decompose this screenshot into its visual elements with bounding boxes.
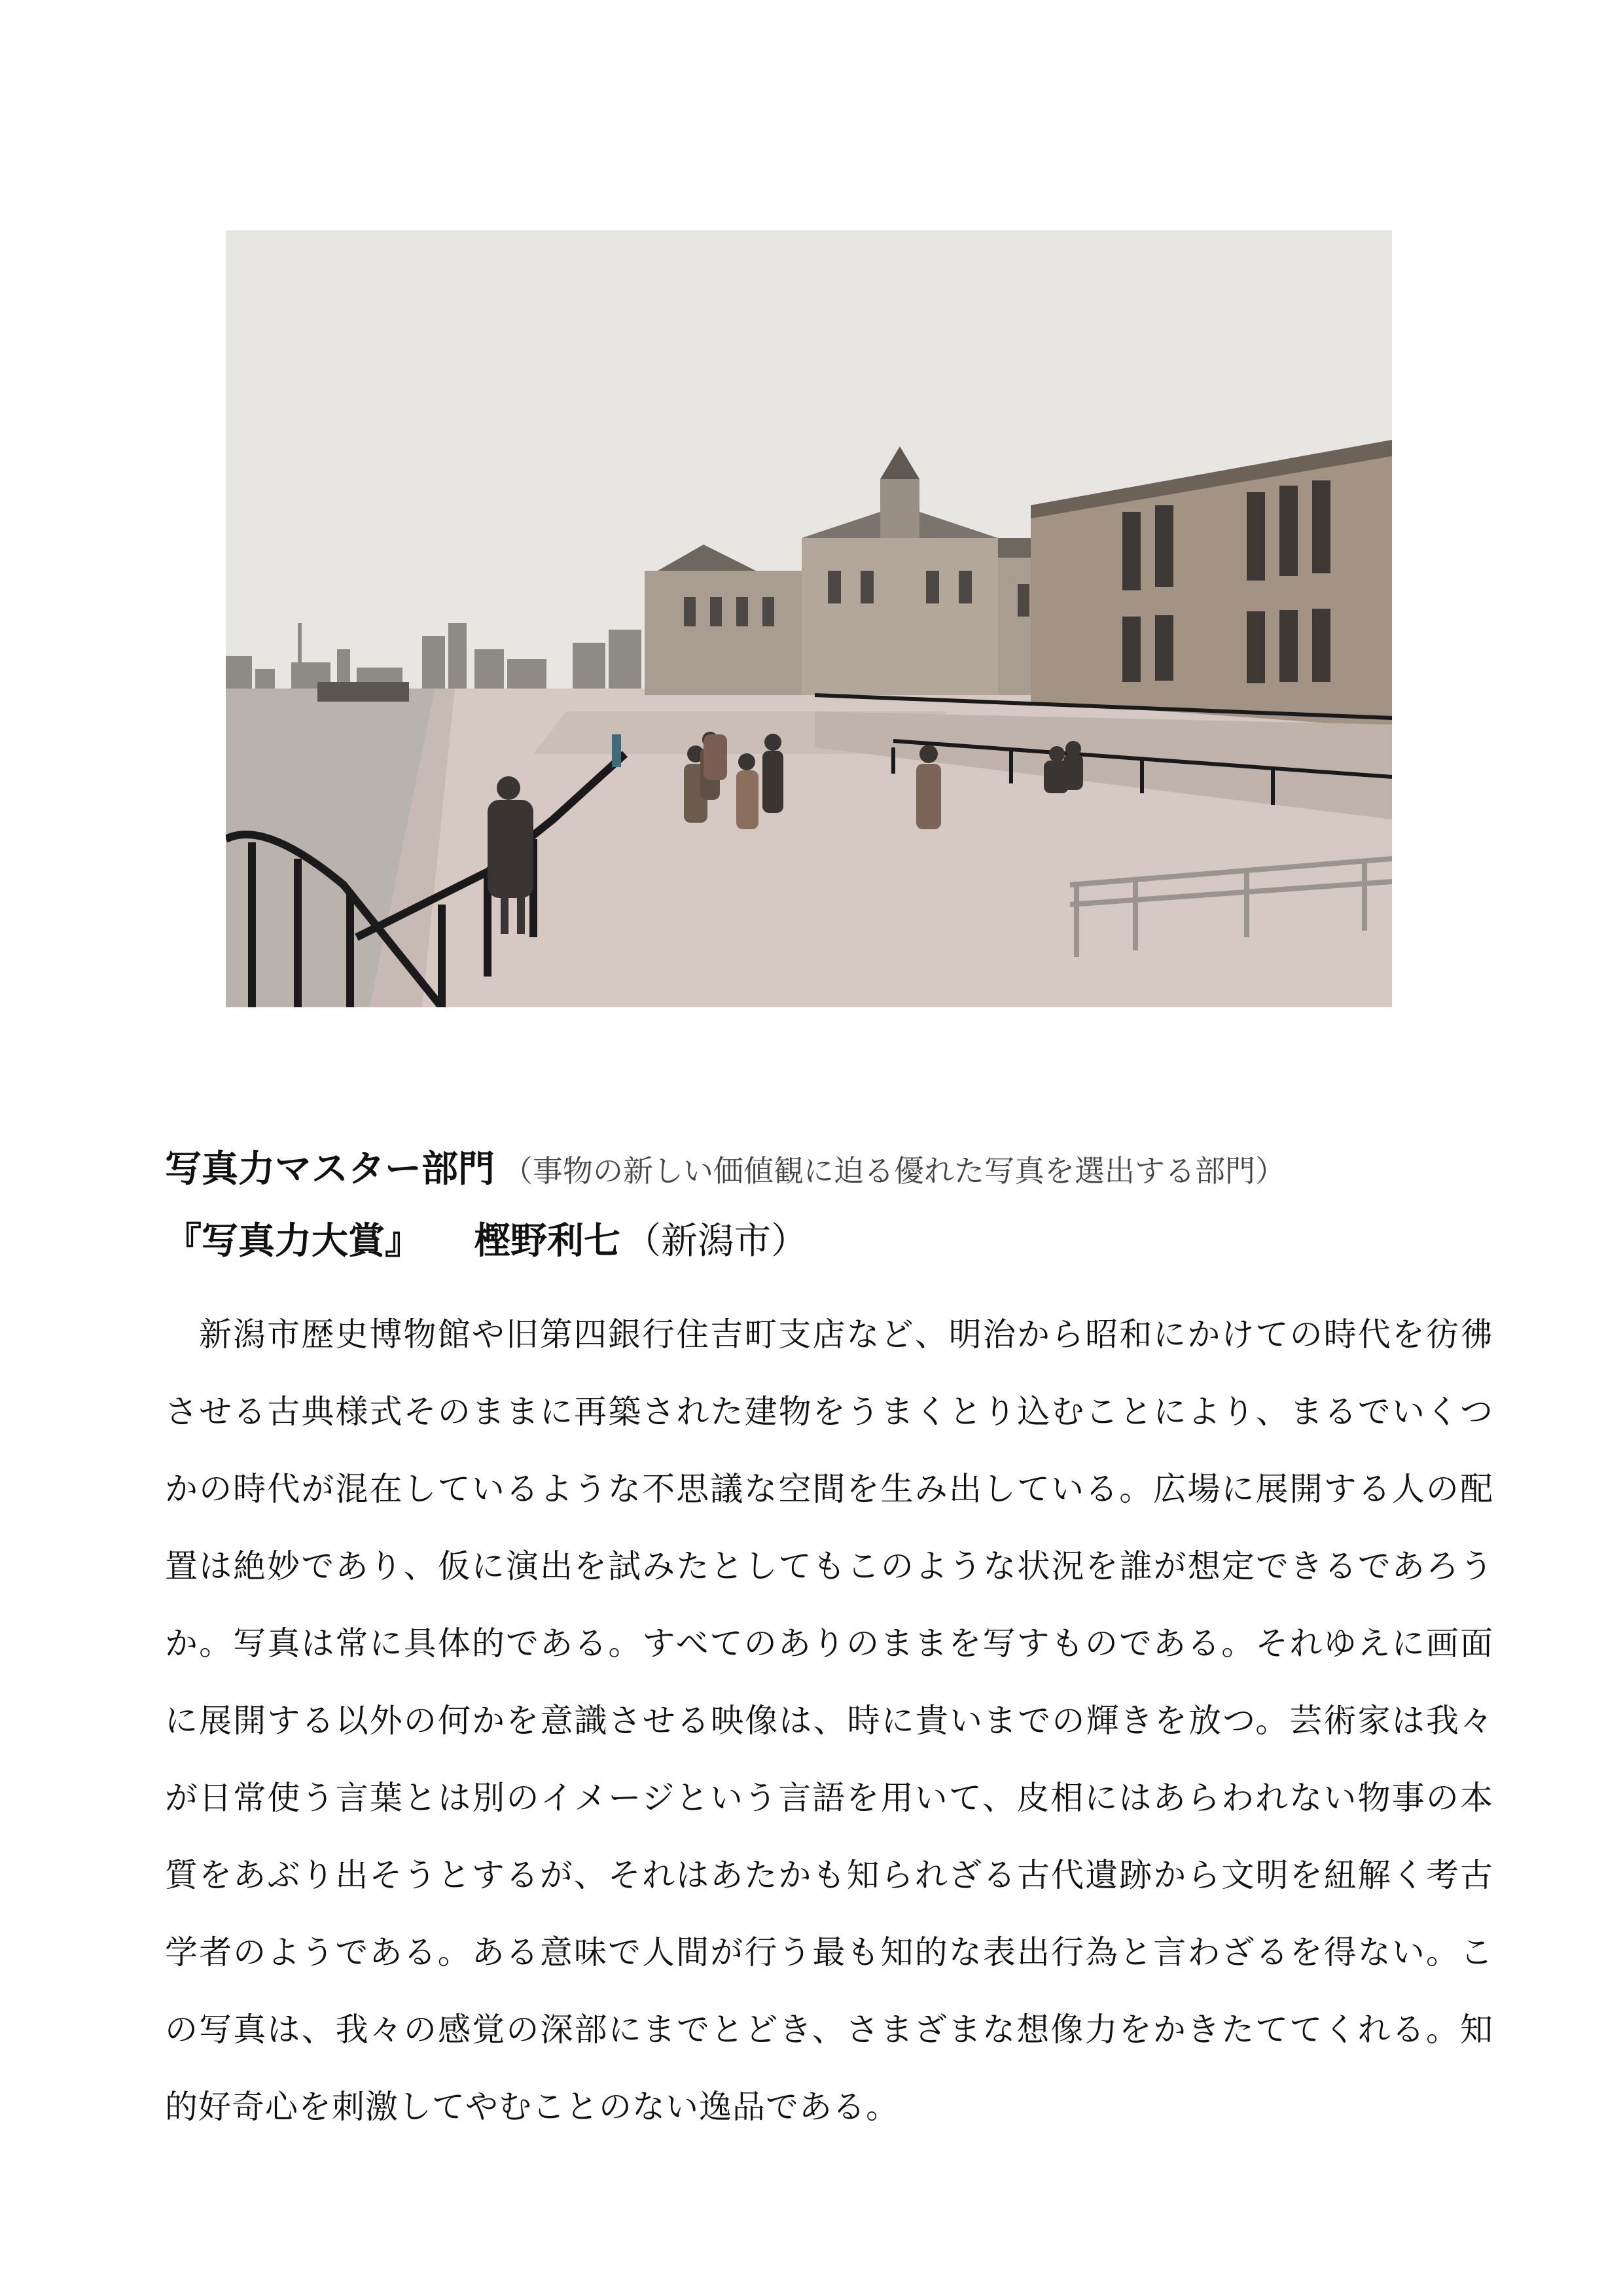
category-heading — [165, 1140, 1513, 1193]
category-title: 写真力マスター部門 — [165, 1148, 495, 1191]
photo-illustration — [226, 230, 1392, 1007]
critique-paragraph: 新潟市歴史博物館や旧第四銀行住吉町支店など、明治から昭和にかけての時代を彷彿させる古典様式そのままに再築された建物をうまくとり込むことにより、まるでいくつかの時代が混在しているような不思議な空間を生み出している。広場に展開する人の配置は絶妙であり、仮に演出を試みたとしてもこのような状況を誰が想定できるであろうか。写真は常に具体的である。すべてのありのままを写すものである。それゆえに画面に展開する以外の何かを意識させる映像は、時に貴いまでの輝きを放つ。芸術家は我々が日常使う言葉とは別のイメージという言語を用いて、皮相にはあらわれない物事の本質をあぶり出そうとするが、それはあたかも知られざる古代遺跡から文明を紐解く考古学者のようである。ある意味で人間が行う最も知的な表出行為と言わざるを得ない。この写真は、我々の感覚の深部にまでとどき、さまざまな想像力をかきたててくれる。知的好奇心を刺激してやむことのない逸品である。 — [165, 1316, 1493, 2126]
category-note: （事物の新しい価値観に迫る優れた写真を選出する部門） — [503, 1153, 1285, 1189]
award-heading — [165, 1212, 1513, 1265]
photographer-name: 樫野利七 — [474, 1220, 620, 1263]
riverside-plaza-photo — [226, 230, 1392, 1007]
barge — [317, 682, 409, 702]
award-title: 『写真力大賞』 — [165, 1220, 421, 1263]
photographer-city: （新潟市） — [624, 1220, 808, 1263]
